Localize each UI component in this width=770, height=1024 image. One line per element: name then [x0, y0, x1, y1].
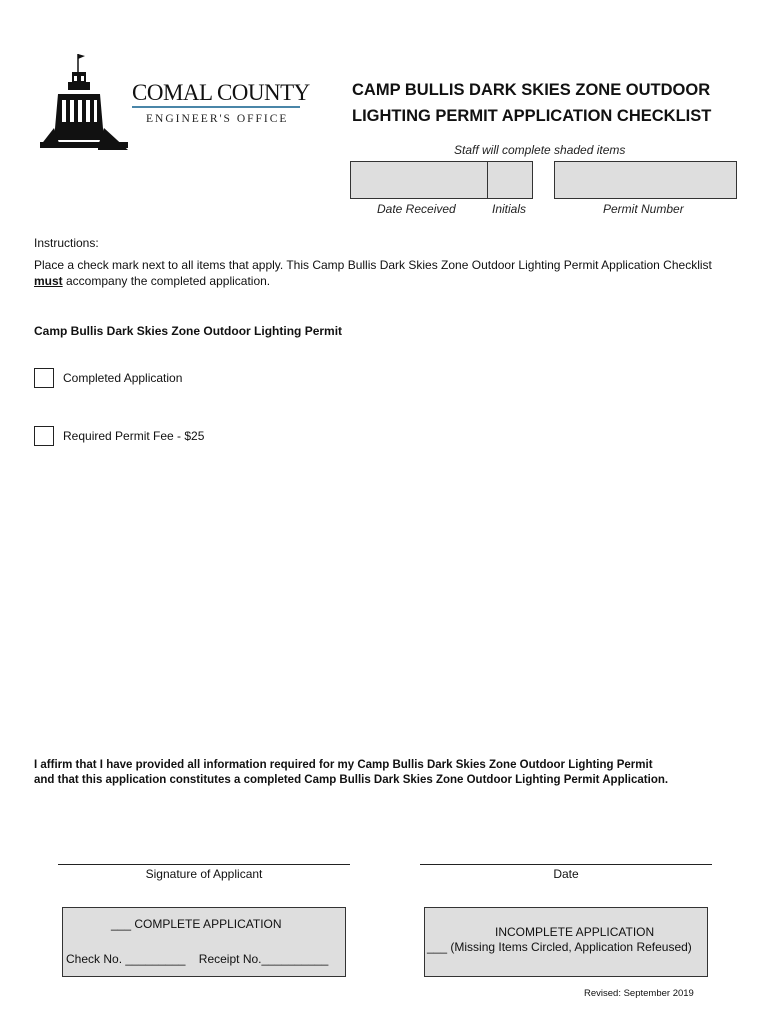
instructions-text-start: Place a check mark next to all items that apply. This Camp Bullis Dark Skies Zone Outdoor Lighting Permit Application Checklist [34, 258, 712, 272]
receipt-no-blank[interactable]: __________ [261, 952, 329, 966]
incomplete-application-box [424, 907, 708, 977]
section-title: Camp Bullis Dark Skies Zone Outdoor Lighting Permit [34, 324, 343, 338]
date-signature-line[interactable] [420, 864, 712, 865]
applicant-signature-line[interactable] [58, 864, 350, 865]
revised-date: Revised: September 2019 [584, 988, 694, 999]
logo-divider [132, 106, 300, 108]
incomplete-blank[interactable]: ___ [427, 940, 448, 954]
incomplete-row [427, 940, 692, 954]
permit-fee-label: Required Permit Fee - $25 [63, 429, 205, 443]
instructions-text [34, 257, 724, 289]
permit-fee-checkbox[interactable] [34, 426, 54, 446]
receipt-no-label: Receipt No. [198, 952, 262, 966]
date-received-label: Date Received [377, 202, 456, 216]
date-signature-label: Date [553, 867, 579, 881]
incomplete-note: (Missing Items Circled, Application Refeused) [450, 940, 692, 954]
completed-application-checkbox[interactable] [34, 368, 54, 388]
instructions-emphasis: must [34, 274, 63, 288]
permit-number-field[interactable] [554, 161, 737, 199]
courthouse-logo-icon [38, 50, 130, 150]
initials-label: Initials [492, 202, 527, 216]
affirmation-line2: and that this application constitutes a completed Camp Bullis Dark Skies Zone Outdoor Lighting Permit Application. [34, 774, 669, 786]
logo-subtitle: ENGINEER'S OFFICE [146, 113, 289, 125]
check-receipt-row [66, 952, 328, 966]
instructions-text-end: accompany the completed application. [62, 274, 271, 288]
complete-blank[interactable]: ___ [111, 917, 132, 931]
check-no-label: Check No. [66, 952, 123, 966]
permit-number-label: Permit Number [603, 202, 684, 216]
initials-field[interactable] [487, 161, 533, 199]
affirmation-line1: I affirm that I have provided all information required for my Camp Bullis Dark Skies Zone Outdoor Lighting Permit [34, 759, 653, 771]
instructions-heading: Instructions: [34, 236, 99, 250]
check-no-blank[interactable]: _________ [125, 952, 186, 966]
logo-name: COMAL COUNTY [132, 80, 310, 105]
complete-application-row [111, 917, 282, 931]
page-title-line2: LIGHTING PERMIT APPLICATION CHECKLIST [352, 107, 712, 125]
complete-application-label: COMPLETE APPLICATION [134, 917, 282, 931]
staff-note: Staff will complete shaded items [454, 143, 626, 157]
applicant-signature-label: Signature of Applicant [145, 867, 263, 881]
completed-application-label: Completed Application [63, 371, 183, 385]
page-title-line1: CAMP BULLIS DARK SKIES ZONE OUTDOOR [352, 81, 711, 99]
incomplete-application-label: INCOMPLETE APPLICATION [495, 925, 655, 939]
date-received-field[interactable] [350, 161, 488, 199]
complete-application-box [62, 907, 346, 977]
